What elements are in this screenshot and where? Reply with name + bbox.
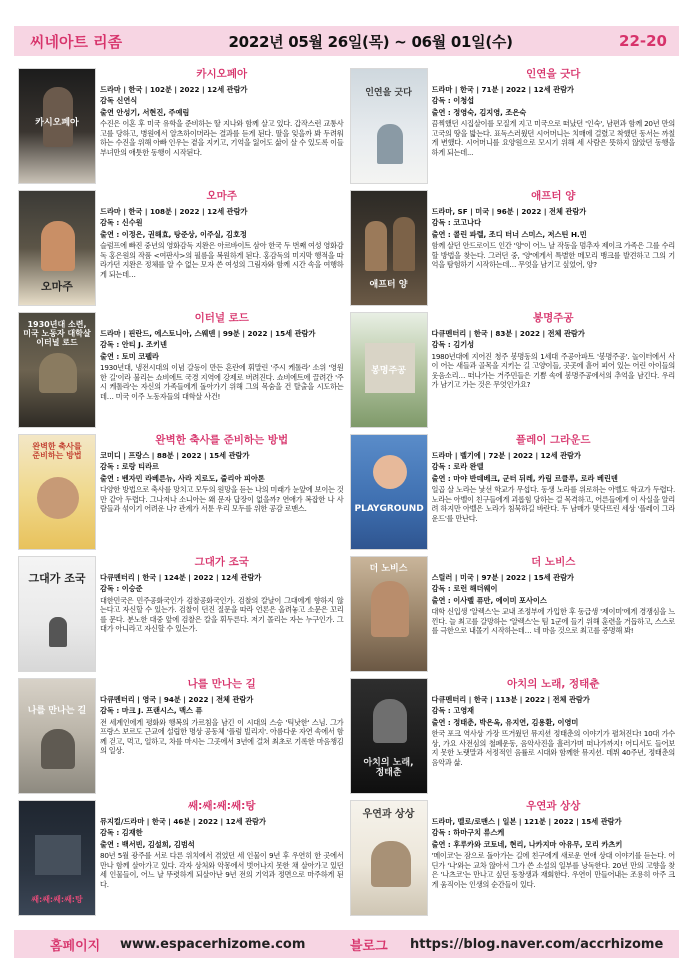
movie-poster[interactable] (350, 678, 428, 794)
movie-director: 감독 : 로랑 티라르 (100, 462, 159, 472)
movie-info (100, 310, 344, 430)
movie-director: 감독 : 김재한 (100, 828, 143, 838)
movie-director: 감독 : 신수원 (100, 218, 143, 228)
movie-synopsis: 대한민국은 민주공화국인가 검찰공화국인가. 검찰의 칼날이 그대에게 향하지 않는다고 자신할 수 있는가. 검찰이 던진 질문을 따라 언론은 올려놓고 소문은 꼬리를 문다. 분노한 대중 앞에 검찰은 칼을 휘두른다. 저기 몰리는 자는 누구인가. 그대가 아니라고 자신할 수 있는가. (100, 595, 344, 634)
movie-card[interactable] (350, 310, 676, 430)
footer-bar (14, 930, 679, 958)
movie-card[interactable] (18, 310, 344, 430)
blog-label: 블로그 (350, 938, 388, 954)
movie-card[interactable] (18, 676, 344, 796)
movie-meta: 드라마 | 핀란드, 에스토니아, 스웨덴 | 99분 | 2022 | 15세 관람가 (100, 328, 316, 338)
movie-poster[interactable] (350, 434, 428, 550)
movie-cast: 출연 : 이정은, 권해효, 탕준상, 이주실, 김호정 (100, 229, 247, 239)
movie-title[interactable]: 인연을 긋다 (526, 68, 581, 80)
movie-info (100, 188, 344, 308)
poster-figure (373, 455, 407, 489)
movie-synopsis: 전 세계인에게 평화와 행복의 가르침을 남긴 이 시대의 스승 '틱낫한' 스님. 그가 프랑스 보르도 근교에 설립한 명상 공동체 '플럼 빌리지'. 아름다운 자연 속에서 함께 걷고, 먹고, 일하고, 차를 마시는 그곳에서 3년에 걸쳐 최초로 기록한 마음챙김의 일상. (100, 717, 344, 756)
movie-cast: 출연 : 벤자민 라베른뉴, 사라 지로도, 줄리아 피아톤 (100, 473, 265, 483)
movie-poster[interactable] (350, 190, 428, 306)
movie-director: 감독 : 안티 J. 조키넨 (100, 340, 167, 350)
poster-figure (49, 617, 67, 647)
movie-title[interactable]: 완벽한 축사를 준비하는 방법 (155, 434, 289, 446)
movie-meta: 다큐멘터리 | 영국 | 94분 | 2022 | 전체 관람가 (100, 694, 254, 704)
movie-title[interactable]: 플레이 그라운드 (515, 434, 591, 446)
movie-poster[interactable] (18, 190, 96, 306)
header-bar (14, 26, 679, 56)
poster-title: 나를 만나는 길 (27, 706, 87, 716)
movie-meta: 뮤지컬/드라마 | 한국 | 46분 | 2022 | 12세 관람가 (100, 816, 266, 826)
issue-number: 22-20 (619, 32, 667, 50)
movie-info (100, 432, 344, 552)
movie-poster[interactable] (350, 800, 428, 916)
movie-director: 감독 신연식 (100, 96, 138, 106)
movie-synopsis: 끔찍했던 시집살이를 모질게 지고 미국으로 떠났던 '인숙', 남편과 함께 20년 만의 고국의 땅을 밟는다. 표독스러웠던 시어머니는 치매에 걸렸고 착했던 동서는 까칠게 변했다. 시어머니를 요양원으로 모시기 위해 세 사람은 뜻하지 않았던 동행을 하게 되는데... (431, 119, 675, 157)
movie-synopsis: 대학 신입생 '알렉스'는 교내 조정부에 가입한 후 동급생 '제이미'에게 경쟁심을 느낀다. 늘 최고를 갈망하는 '알렉스'는 팀 1군에 들기 위해 훈련을 거듭하고, 스스로를 극한으로 내몰기 시작하는데… 네 마음 것으로 최고를 증명해 봐! (431, 607, 675, 636)
poster-title: 1930년대 소련, 미국 노동자 대학살 이터널 로드 (23, 320, 91, 347)
movie-card[interactable] (18, 432, 344, 552)
movie-grid (18, 66, 675, 918)
poster-title: 완벽한 축사를 준비하는 방법 (32, 442, 82, 460)
poster-title: 카시오페아 (35, 118, 79, 128)
movie-card[interactable] (18, 188, 344, 308)
movie-synopsis: 80년 5월 광주를 서로 다른 위치에서 겪었던 세 인물이 9년 후 우연히 한 곳에서 만나 함께 살아가고 있다. 각자 상처와 악몽에서 벗어나지 못한 채 살아가고 있던 세 인물들이, 어느 날 뚜렷하게 되살아난 9년 전의 기억과 정면으로 마주하게 된다. (100, 851, 344, 889)
movie-director: 감독 : 코고나다 (431, 218, 482, 228)
movie-meta: 코미디 | 프랑스 | 88분 | 2022 | 15세 관람가 (100, 450, 250, 460)
movie-card[interactable] (350, 432, 676, 552)
movie-poster[interactable] (18, 434, 96, 550)
blog-link[interactable]: https://blog.naver.com/accrhizome (410, 936, 664, 952)
movie-info (100, 676, 344, 796)
homepage-label: 홈페이지 (50, 938, 101, 954)
movie-meta: 다큐멘터리 | 한국 | 124분 | 2022 | 12세 관람가 (100, 572, 262, 582)
movie-cast: 출연 : 후루카와 코토네, 현리, 나카지마 아유무, 모리 카츠키 (431, 839, 623, 849)
poster-title: 봉명주공 (371, 366, 406, 377)
movie-card[interactable] (350, 554, 676, 674)
poster-title: 애프터 양 (369, 280, 408, 291)
poster-title: 오마주 (41, 279, 73, 293)
movie-director: 감독 : 로런 해더웨이 (431, 584, 498, 594)
poster-title: 그대가 조국 (28, 572, 86, 585)
movie-info (100, 66, 344, 186)
poster-figure (371, 581, 409, 637)
poster-title: 우연과 상상 (362, 809, 415, 820)
homepage-link[interactable]: www.espacerhizome.com (120, 936, 306, 952)
poster-title: 인연을 긋다 (365, 88, 412, 98)
movie-meta: 드라마, 멜로/로맨스 | 일본 | 121분 | 2022 | 15세 관람가 (431, 816, 622, 826)
movie-info (432, 188, 676, 308)
poster-figure (371, 841, 411, 887)
movie-info (432, 66, 676, 186)
movie-meta: 드라마, SF | 미국 | 96분 | 2022 | 전체 관람가 (431, 206, 587, 216)
poster-building (35, 835, 81, 875)
movie-meta: 다큐멘터리 | 한국 | 113분 | 2022 | 전체 관람가 (431, 694, 590, 704)
poster-figure (393, 217, 415, 271)
movie-synopsis: 일곱 살 노라는 낯선 학교가 무섭다. 동생 노라를 위로하는 아벨도 학교가 두렵다. 노라는 아벨이 친구들에게 괴롭힘 당하는 걸 목격하고, 어른들에게 이 사실을 알리려 하지만 아벨은 노라가 침묵하길 바란다. 두 남매가 맞닥뜨린 세상 '플레이 그라운드'를 만난다. (431, 485, 675, 523)
movie-title[interactable]: 나를 만나는 길 (187, 678, 256, 690)
movie-cast: 출연 : 정영숙, 김지영, 조은숙 (431, 107, 527, 117)
movie-cast: 출연 안성기, 서현진, 주예림 (100, 107, 190, 117)
movie-title[interactable]: 이터널 로드 (194, 312, 249, 324)
poster-figure (39, 353, 77, 393)
movie-poster[interactable] (350, 312, 428, 428)
schedule-dates: 2022년 05월 26일(목) ~ 06월 01일(수) (228, 32, 513, 51)
movie-poster[interactable] (18, 68, 96, 184)
movie-cast: 출연 : 마야 반데베크, 군터 뒤레, 카림 르클루, 로라 베린덴 (431, 473, 618, 483)
poster-figure (365, 221, 387, 271)
movie-synopsis: 수진은 이혼 후 미국 유학을 준비하는 딸 지나와 함께 살고 있다. 갑작스런 교통사고를 당하고, 병원에서 알츠하이머라는 결과를 듣게 된다. 딸을 잊을까 봐 두려워하는 수진을 위해 아빠 인우는 곁을 지키고, 기억을 잃어도 삶이 살 수 있도록 이들 부녀만의 애틋한 동행이 시작된다. (100, 119, 344, 157)
movie-poster[interactable] (350, 556, 428, 672)
movie-meta: 드라마 | 벨기에 | 72분 | 2022 | 12세 관람가 (431, 450, 581, 460)
movie-synopsis: 다양한 방법으로 축사를 망치고 모두의 원망을 듣는 나의 미래가 눈앞에 보이는 것만 같아 두렵다. 그나저나 소니아는 왜 문자 답장이 없을까? 연애가 복잡한 나 사람들과 섞이기 어려운 나? 관계가 서툰 우리 모두를 위한 공감 로맨스. (100, 485, 344, 514)
movie-director: 감독 : 김기성 (431, 340, 475, 350)
movie-director: 감독 : 이승준 (100, 584, 143, 594)
movie-info (100, 798, 344, 918)
movie-poster[interactable] (18, 312, 96, 428)
movie-director: 감독 : 로라 완델 (431, 462, 484, 472)
movie-meta: 드라마 | 한국 | 108분 | 2022 | 12세 관람가 (100, 206, 248, 216)
poster-figure (37, 477, 79, 519)
movie-title[interactable]: 우연과 상상 (526, 800, 581, 812)
movie-poster[interactable] (350, 68, 428, 184)
poster-figure (43, 87, 73, 147)
movie-card[interactable] (350, 798, 676, 918)
movie-poster[interactable] (18, 556, 96, 672)
movie-title[interactable]: 그대가 조국 (194, 556, 249, 568)
movie-info (432, 310, 676, 430)
poster-figure (41, 221, 75, 271)
movie-info (432, 676, 676, 796)
movie-director: 감독 : 고영재 (431, 706, 475, 716)
movie-meta: 드라마 | 한국 | 71분 | 2022 | 12세 관람가 (431, 84, 574, 94)
movie-title[interactable]: 오마주 (206, 190, 237, 202)
poster-title: 아치의 노래, 정태춘 (363, 758, 414, 779)
movie-poster[interactable] (18, 678, 96, 794)
movie-cast: 출연 : 정태춘, 박은옥, 유지연, 김용환, 이영미 (431, 717, 579, 727)
movie-title[interactable]: 쌔:쌔:쌔:쌔:탕 (187, 800, 256, 812)
movie-card[interactable] (18, 798, 344, 918)
movie-cast: 출연 : 토미 코펠라 (100, 351, 159, 361)
movie-meta: 다큐멘터리 | 한국 | 83분 | 2022 | 전체 관람가 (431, 328, 585, 338)
movie-meta: 드라마 | 한국 | 102분 | 2022 | 12세 관람가 (100, 84, 248, 94)
poster-figure (377, 124, 403, 164)
movie-poster[interactable] (18, 800, 96, 916)
movie-card[interactable] (350, 188, 676, 308)
movie-cast: 출연 : 이사벨 퓨만, 에이미 포사이스 (431, 595, 547, 605)
movie-synopsis: 슬럼프에 빠진 중년의 영화감독 지완은 아르바이트 삼아 한국 두 번째 여성 영화감독 홍은원의 작품 <여판사>의 필름을 복원하게 된다. 홍감독의 미지막 행적을 따라가던 지완은 정체를 알 수 없는 모자 쓴 여성의 그림자와 함께 시간 속을 여행하게 되는데… (100, 241, 344, 279)
movie-director: 감독 : 이청섭 (431, 96, 475, 106)
movie-info (100, 554, 344, 674)
movie-title[interactable]: 애프터 양 (531, 190, 576, 202)
poster-title: 쌔:쌔:쌔:쌔:탕 (31, 895, 83, 905)
movie-director: 감독 : 마크 J. 프랜시스, 맥스 퓨 (100, 706, 203, 716)
movie-card[interactable] (18, 554, 344, 674)
poster-figure (373, 699, 407, 743)
movie-synopsis: 1930년대, 냉전시대의 이념 갈등이 만든 혼란에 휘말린 '주시 케톨라' 소위 '영원한 길'이라 불리는 쇼비에트 국경 지역에 강제로 버려진다. 쇼비에트에 끌려간 '주시 케톨라'는 자신의 가족들에게 돌아가기 위해 그의 목숨을 건 탈출을 시도하는데… 미국 이주 노동자들의 대학살 사건! (100, 363, 344, 401)
poster-title: 더 노비스 (369, 564, 408, 574)
movie-info (432, 798, 676, 918)
poster-figure (41, 729, 75, 769)
movie-title[interactable]: 더 노비스 (531, 556, 576, 568)
movie-synopsis: 1980년대에 지어진 청주 봉명동의 1세대 주공아파트 '봉명주공'. 놀이터에서 사이 어는 새들과 골목을 지키는 길 고양이들, 곳곳에 흩어 피어 있는 어린 아이들의 웃음소리… 떠나가는 거주민들은 기쁨 속에 봉명주공에서의 추억을 남긴다. 우리가 남기고 가는 것은 무엇인가요? (431, 351, 675, 390)
poster-title: PLAYGROUND (354, 504, 424, 515)
movie-synopsis: 함께 살던 안드로이드 인간 '양'이 어느 날 작동을 멈추자 제이크 가족은 그를 수리할 방법을 찾는다. 그러던 중, '양'에게서 특별한 메모리 뱅크를 발견하고 그의 기억을 탐험하기 시작하는데… 무엇을 남기고 싶었어, 양? (431, 241, 675, 270)
movie-synopsis: '메이코'는 잠으로 돌아가는 길에 친구에게 새로운 연애 상대 이야기를 듣는다. 어딘가 '나'와는 교차 않아서 그가 쓴 소설의 일부를 낭독한다. 20년 만의 고향을 찾은 '나츠코'는 만나고 싶던 동창생과 재회한다. 우연이 만들어내는 조용히 아주 크게 움직이는 인생의 순간들이 있다. (431, 851, 675, 889)
movie-card[interactable] (18, 66, 344, 186)
movie-cast: 출연 : 콜린 파렐, 조디 터너 스미스, 저스틴 H.민 (431, 229, 587, 239)
movie-director: 감독 : 하마구치 류스케 (431, 828, 505, 838)
movie-info (432, 554, 676, 674)
brand-title: 씨네아트 리좀 (30, 32, 123, 51)
movie-title[interactable]: 봉명주공 (532, 312, 574, 324)
movie-info (432, 432, 676, 552)
movie-title[interactable]: 아치의 노래, 정태춘 (507, 678, 600, 690)
movie-cast: 출연 : 백서빈, 김설희, 김범석 (100, 839, 195, 849)
movie-title[interactable]: 카시오페아 (196, 68, 248, 80)
movie-meta: 스릴러 | 미국 | 97분 | 2022 | 15세 관람가 (431, 572, 574, 582)
movie-card[interactable] (350, 676, 676, 796)
movie-card[interactable] (350, 66, 676, 186)
movie-synopsis: 한국 포크 역사상 가장 뜨거웠던 뮤지션 정태춘의 이야기가 펼쳐진다! 10대 가수상, 가요 사전심의 철폐운동, 음악사진을 흘러가며 떠나가까지! 어디서도 들어보지 못한 노랫말과 서정적인 음률로 시대와 함께한 뮤지션. 데뷔 40주년, 정태춘의 음악과 삶. (431, 729, 675, 767)
